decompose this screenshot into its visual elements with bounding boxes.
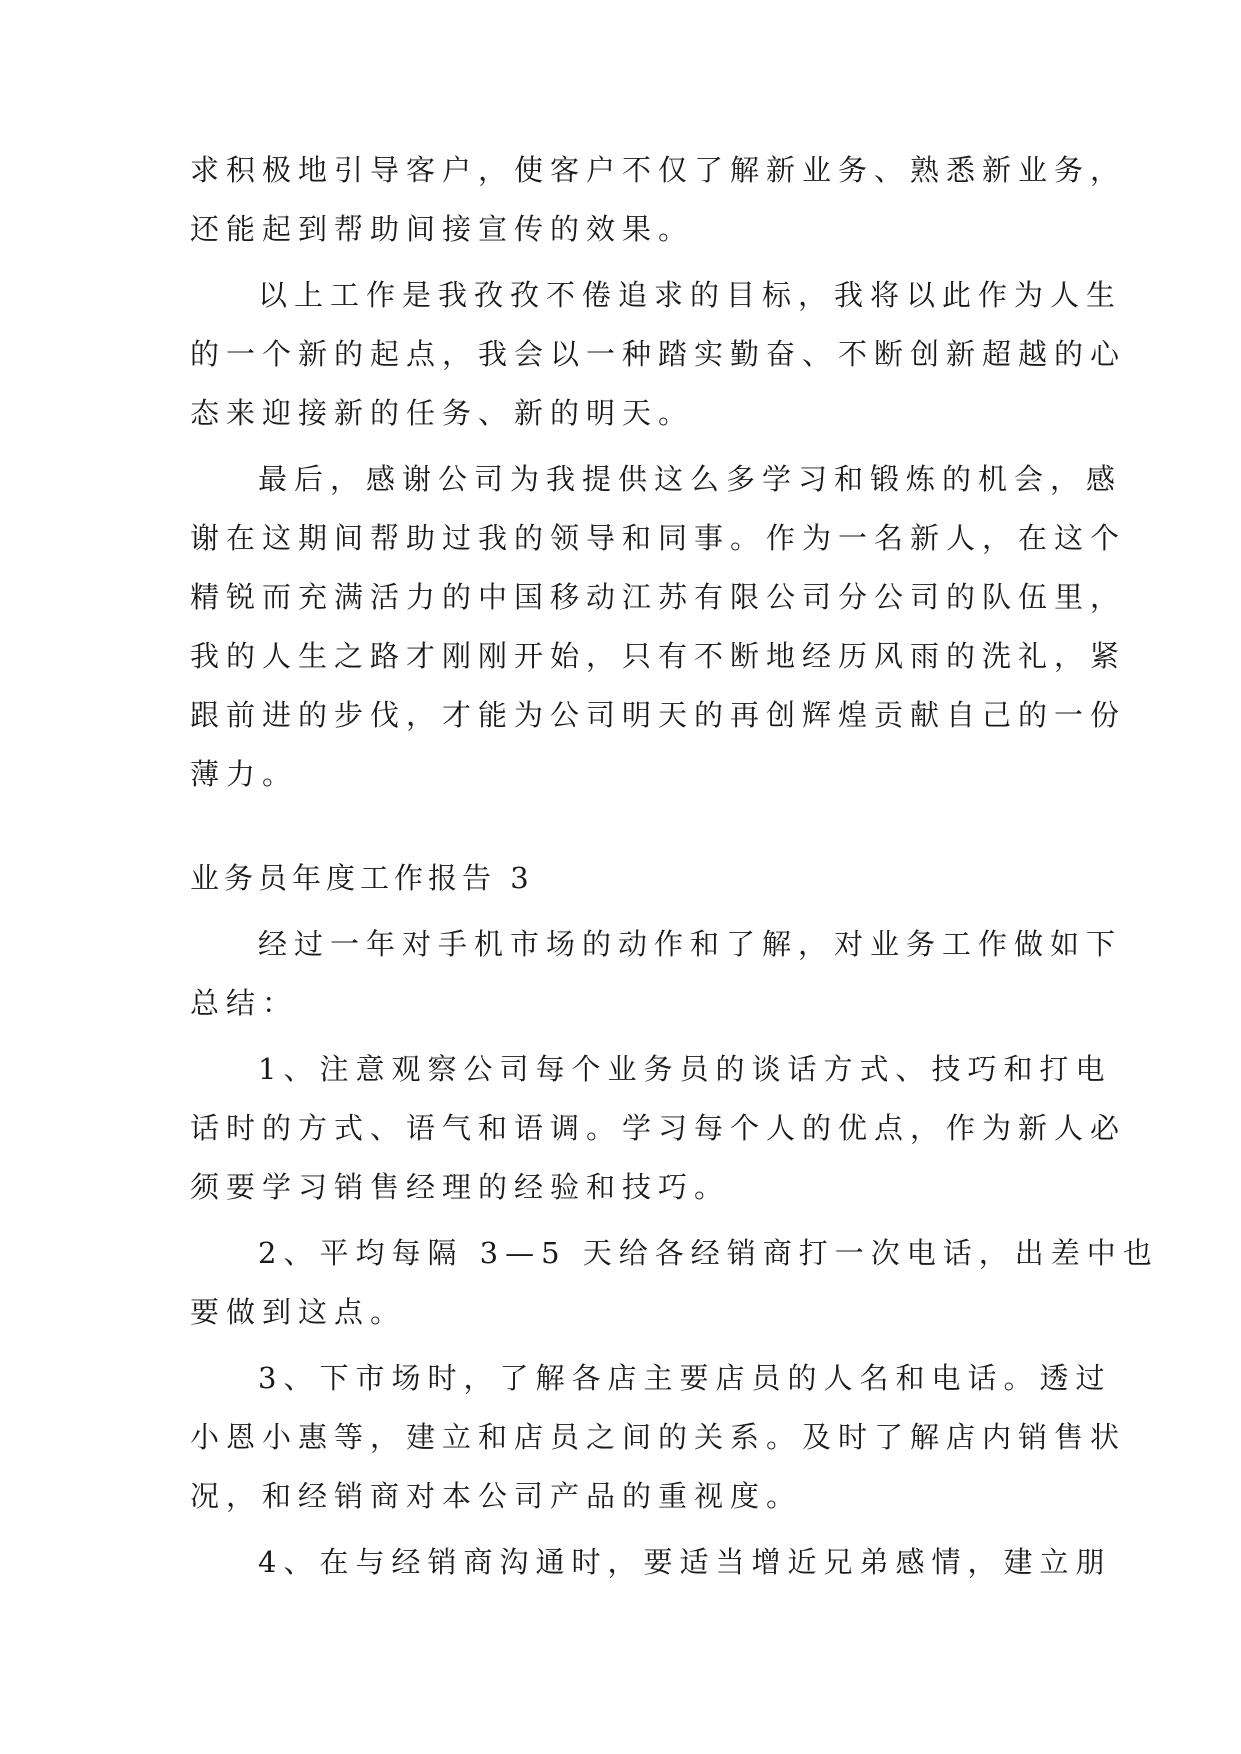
list-item-first-line: 2、平均每隔 3—5 天给各经销商打一次电话，出差中也 <box>258 1236 1159 1270</box>
body-text-line: 求积极地引导客户，使客户不仅了解新业务、熟悉新业务， <box>190 153 1127 187</box>
body-text-line: 谢在这期间帮助过我的领导和同事。作为一名新人，在这个 <box>190 521 1127 555</box>
list-item-first-line: 1、注意观察公司每个业务员的谈话方式、技巧和打电 <box>258 1052 1112 1086</box>
body-text-line: 我的人生之路才刚刚开始，只有不断地经历风雨的洗礼，紧 <box>190 639 1127 673</box>
body-text-line: 小恩小惠等，建立和店员之间的关系。及时了解店内销售状 <box>190 1420 1127 1454</box>
body-text-line: 精锐而充满活力的中国移动江苏有限公司分公司的队伍里， <box>190 580 1127 614</box>
list-item-first-line: 3、下市场时，了解各店主要店员的人名和电话。透过 <box>258 1361 1112 1395</box>
paragraph-first-line: 以上工作是我孜孜不倦追求的目标，我将以此作为人生 <box>258 278 1123 312</box>
body-text-line: 话时的方式、语气和语调。学习每个人的优点，作为新人必 <box>190 1111 1127 1145</box>
body-text-line: 总结： <box>190 986 299 1020</box>
body-text-line: 薄力。 <box>190 757 299 791</box>
body-text-line: 跟前进的步伐，才能为公司明天的再创辉煌贡献自己的一份 <box>190 698 1127 732</box>
section-title: 业务员年度工作报告 3 <box>190 861 534 895</box>
body-text-line: 还能起到帮助间接宣传的效果。 <box>190 212 695 246</box>
body-text-line: 况，和经销商对本公司产品的重视度。 <box>190 1479 803 1513</box>
body-text-line: 须要学习销售经理的经验和技巧。 <box>190 1170 731 1204</box>
body-text-line: 的一个新的起点，我会以一种踏实勤奋、不断创新超越的心 <box>190 337 1127 371</box>
paragraph-first-line: 最后，感谢公司为我提供这么多学习和锻炼的机会，感 <box>258 462 1123 496</box>
paragraph-first-line: 经过一年对手机市场的动作和了解，对业务工作做如下 <box>258 927 1123 961</box>
body-text-line: 要做到这点。 <box>190 1295 407 1329</box>
list-item-first-line: 4、在与经销商沟通时，要适当增近兄弟感情，建立朋 <box>258 1545 1112 1579</box>
body-text-line: 态来迎接新的任务、新的明天。 <box>190 396 695 430</box>
